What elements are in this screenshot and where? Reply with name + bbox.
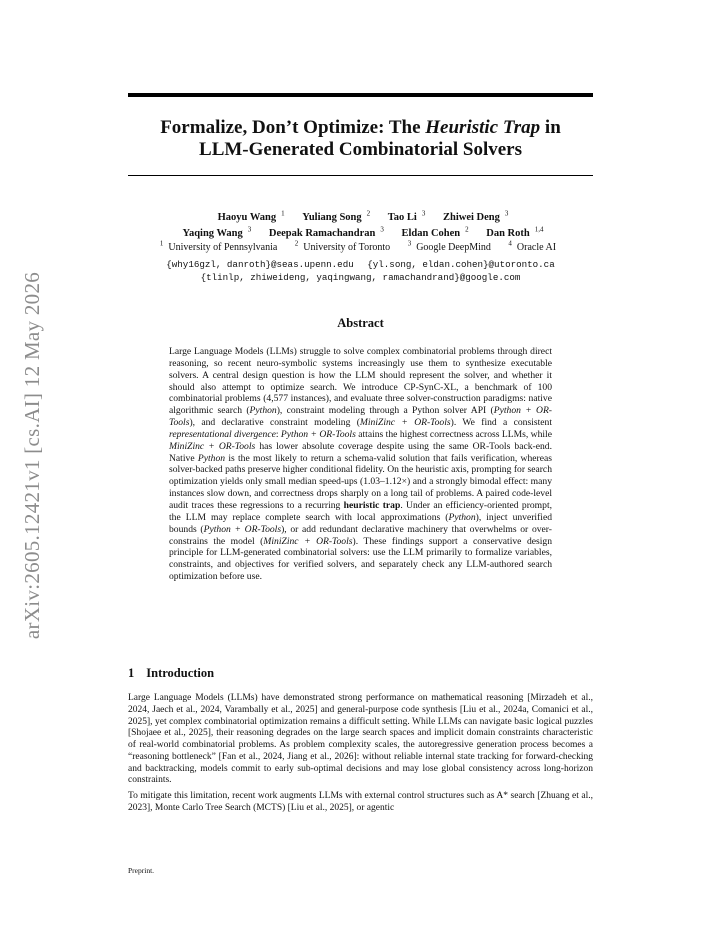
abstract-text: ), or add redundant declarative machinery that overwhelms or over-constrains the model ( bbox=[169, 523, 552, 547]
abstract-text: has lower absolute coverage despite using the same OR-Tools back-end. Native bbox=[169, 440, 552, 464]
author-affiliation-mark: 2 bbox=[366, 209, 371, 217]
affiliation-list bbox=[128, 238, 593, 254]
author-name: Yaqing Wang bbox=[182, 228, 243, 239]
abstract-strong: heuristic trap bbox=[343, 499, 401, 511]
title-line-1 bbox=[128, 117, 593, 139]
affiliation-mark: 1 bbox=[159, 240, 164, 248]
email-group: {yl.song, eldan.cohen}@utoronto.ca bbox=[367, 259, 555, 270]
author-affiliation-mark: 3 bbox=[380, 225, 384, 234]
affiliation-mark: 4 bbox=[508, 240, 512, 248]
abstract-text: : bbox=[275, 428, 281, 440]
abstract-emphasis: MiniZinc + OR-Tools bbox=[263, 535, 353, 547]
abstract-text: ). We find a consistent bbox=[450, 417, 553, 429]
section-heading bbox=[128, 666, 214, 681]
author-name: Yuliang Song bbox=[302, 211, 362, 223]
abstract-text: ), and declarative constraint modeling ( bbox=[189, 417, 360, 429]
introduction-body bbox=[128, 693, 593, 819]
abstract-emphasis: Python + OR-Tools bbox=[169, 405, 553, 429]
author-emails bbox=[128, 259, 593, 284]
footer-note: Preprint. bbox=[128, 866, 155, 875]
affiliation-name: Google DeepMind bbox=[416, 242, 491, 254]
email-row-1 bbox=[128, 259, 593, 272]
title-suffix: in bbox=[540, 117, 561, 138]
author-row-1 bbox=[128, 207, 593, 224]
affiliation bbox=[508, 242, 561, 253]
author bbox=[297, 209, 371, 223]
author bbox=[438, 209, 509, 223]
author-affiliation-mark: 1,4 bbox=[534, 225, 544, 234]
affiliation-mark: 3 bbox=[407, 240, 412, 248]
affiliation-mark: 2 bbox=[294, 240, 299, 248]
arxiv-identifier-stamp bbox=[16, 260, 50, 650]
paper-title bbox=[128, 117, 593, 161]
title-line-2: LLM-Generated Combinatorial Solvers bbox=[199, 139, 522, 160]
abstract-emphasis: Python + OR-Tools bbox=[280, 428, 356, 440]
title-top-rule bbox=[128, 93, 593, 97]
abstract-text: is the most likely to return a schema-valid solution that fails verification, whereas solver-backed paths preserve higher conditional fidelity. On the heuristic axis, prompting for search optimization yields only small median speed-ups (1.03–1.12×) and a strongly bimodal effect: many instances slow down, and correctness drops sharply on a long tail of problems. A paired code-level audit traces these regressions to a recurring bbox=[169, 452, 552, 511]
affiliation-name: University of Toronto bbox=[303, 242, 391, 254]
abstract-text: Large Language Models (LLMs) struggle to solve complex combinatorial problems through direct reasoning, so recent neuro-symbolic systems increasingly use them to synthesize executable solvers. A central design question is how the LLM should represent the solver, and whether it should also attempt to optimize search. We introduce CP-SynC-XL, a benchmark of 100 combinatorial problems (4,577 instances), and evaluate three solver-construction paradigms: native algorithmic search ( bbox=[169, 346, 552, 417]
author-list bbox=[128, 207, 593, 240]
abstract-emphasis: representational divergence bbox=[169, 428, 276, 440]
abstract-text: ). These findings support a conservative design principle for LLM-generated combinatorial solvers: use the LLM primarily to formalize variables, constraints, and objectives for verified solvers, and separately check any LLM-authored search optimization before use. bbox=[169, 535, 552, 583]
affiliation bbox=[160, 242, 282, 253]
email-group: {tlinlp, zhiweideng, yaqingwang, ramachandrand}@google.com bbox=[200, 271, 521, 283]
author-name: Dan Roth bbox=[486, 228, 530, 239]
abstract-text: . Under an efficiency-oriented prompt, the LLM may replace complete search with local approximations ( bbox=[169, 499, 553, 523]
abstract-text: ), inject unverified bounds ( bbox=[169, 511, 552, 535]
affiliation-name: Oracle AI bbox=[516, 242, 557, 254]
author-affiliation-mark: 1 bbox=[281, 209, 285, 217]
abstract-body bbox=[169, 346, 552, 583]
author-affiliation-mark: 3 bbox=[421, 209, 426, 217]
abstract-heading: Abstract bbox=[337, 316, 384, 330]
author bbox=[383, 209, 426, 223]
email-row-2 bbox=[128, 272, 593, 285]
author-affiliation-mark: 3 bbox=[247, 225, 252, 234]
author-name: Zhiwei Deng bbox=[442, 211, 500, 223]
arxiv-stamp-text: arXiv:2605.12421v1 [cs.AI] 12 May 2026 bbox=[20, 271, 45, 639]
affiliation bbox=[295, 242, 395, 253]
title-emphasis: Heuristic Trap bbox=[425, 117, 541, 138]
author-affiliation-mark: 2 bbox=[465, 225, 469, 234]
title-bottom-rule bbox=[128, 175, 593, 176]
abstract-emphasis: Python + OR-Tools bbox=[203, 523, 282, 535]
abstract-text: attains the highest correctness across LLMs, while bbox=[355, 428, 552, 440]
abstract-text: ), constraint modeling through a Python solver API ( bbox=[276, 405, 494, 417]
abstract-emphasis: Python bbox=[448, 511, 476, 523]
paragraph: Large Language Models (LLMs) have demonstrated strong performance on mathematical reasoning [Mirzadeh et al., 2024, Jaech et al., 2024, Varambally et al., 2025] and general-purpose code synthesis [Liu et al., 2024a, Comanici et al., 2025], yet complex combinatorial optimization remains a difficult setting. While LLMs can navigate basic logical puzzles [Shojaee et al., 2025], their reasoning degrades on the large search spaces and implicit domain constraints characteristic of real-world combinatorial problems. As problem complexity scales, the autoregressive generation process becomes a “reasoning bottleneck” [Fan et al., 2024, Jiang et al., 2026]: without reliable internal state tracking for forward-checking and backtracking, models commit to early sub-optimal decisions and may lose global consistency across long-horizon constraints. bbox=[128, 693, 593, 786]
email-group: {why16gzl, danroth}@seas.upenn.edu bbox=[166, 259, 354, 270]
author-name: Eldan Cohen bbox=[401, 228, 461, 239]
affiliation-name: University of Pennsylvania bbox=[168, 242, 278, 254]
affiliation bbox=[408, 242, 496, 253]
section-title: Introduction bbox=[146, 666, 215, 680]
abstract-emphasis: Python bbox=[249, 405, 277, 417]
title-prefix: Formalize, Don’t Optimize: The bbox=[160, 117, 426, 138]
author-name: Haoyu Wang bbox=[217, 211, 277, 223]
abstract-emphasis: MiniZinc + OR-Tools bbox=[169, 440, 256, 452]
author-name: Tao Li bbox=[387, 211, 417, 223]
abstract-emphasis: MiniZinc + OR-Tools bbox=[359, 417, 451, 429]
abstract-emphasis: Python bbox=[197, 452, 226, 464]
author bbox=[213, 209, 285, 223]
author-name: Deepak Ramachandran bbox=[268, 228, 376, 239]
section-number: 1 bbox=[128, 666, 135, 680]
author-affiliation-mark: 3 bbox=[504, 209, 509, 217]
paragraph: To mitigate this limitation, recent work augments LLMs with external control structures such as A* search [Zhuang et al., 2023], Monte Carlo Tree Search (MCTS) [Liu et al., 2025], or agentic bbox=[128, 791, 593, 813]
